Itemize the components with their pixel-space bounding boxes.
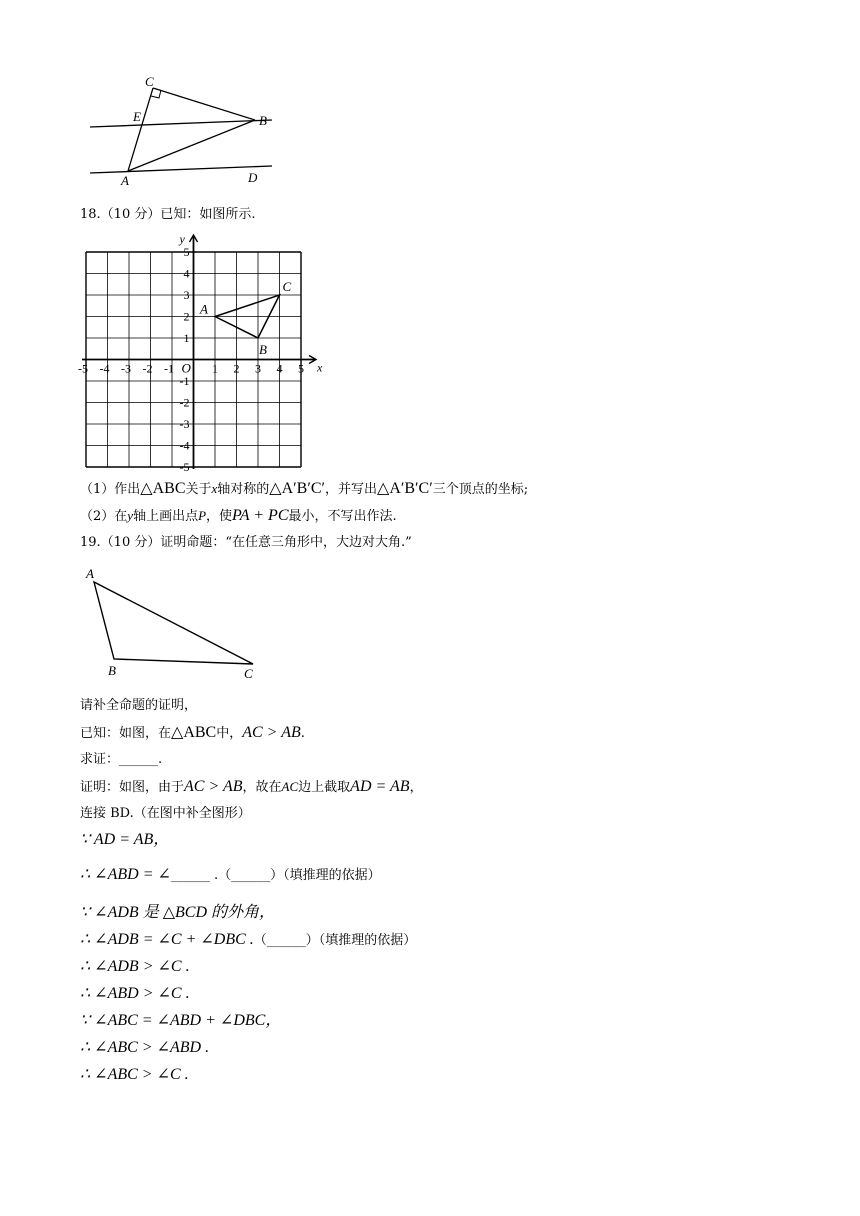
y-tick-label: 3 [183, 288, 190, 302]
q19-prove: 求证：______. [80, 752, 163, 767]
label-d: D [248, 170, 258, 185]
y-tick-label: -3 [179, 417, 190, 431]
point-c-label: C [282, 279, 292, 294]
origin-label: O [181, 360, 191, 376]
q19-line1: 请补全命题的证明， [80, 698, 198, 713]
y-tick-label: -4 [179, 438, 190, 453]
x-tick-label: -3 [121, 361, 131, 376]
segment-ca [128, 88, 153, 171]
label-a: A [121, 173, 129, 188]
y-axis-label: y [179, 232, 185, 246]
x-tick-label: 1 [212, 361, 218, 376]
q18-title: 18.（10 分）已知：如图所示. [80, 207, 256, 222]
q19-step7: ∵ ∠ABC = ∠ABD + ∠DBC， [80, 1012, 282, 1029]
q19-step8: ∴ ∠ABC > ∠ABD . [80, 1039, 210, 1056]
q19-proof-start: 证明：如图，由于AC > AB，故在AC边上截取AD = AB， [80, 778, 423, 795]
y-tick-label: -5 [179, 460, 190, 472]
label-e: E [133, 109, 141, 124]
q19-step1: ∵ AD = AB， [80, 831, 170, 848]
y-tick-label: -2 [179, 395, 190, 410]
label-c: C [244, 666, 253, 681]
y-tick-label: 5 [183, 245, 190, 259]
q19-step9: ∴ ∠ABC > ∠C . [80, 1066, 189, 1083]
x-axis-label: x [317, 360, 323, 375]
triangle-abc [94, 582, 253, 664]
q18-part2: （2）在y轴上画出点P，使PA + PC最小，不写出作法. [80, 507, 397, 524]
figure-q19-triangle [80, 562, 280, 686]
y-tick-label: 1 [183, 331, 190, 345]
q19-step2: ∴ ∠ABD = ∠______ .（______）（填推理的依据） [80, 866, 381, 883]
q18-part1: （1）作出△ABC关于x轴对称的△A′B′C′，并写出△A′B′C′三个顶点的坐标; [80, 480, 529, 497]
x-tick-label: -1 [164, 361, 174, 376]
x-tick-label: 5 [298, 361, 304, 376]
x-tick-label: -4 [99, 361, 110, 376]
q19-step6: ∴ ∠ABD > ∠C . [80, 985, 190, 1002]
q19-step5: ∴ ∠ADB > ∠C . [80, 958, 190, 975]
label-b: B [108, 663, 116, 678]
q19-title: 19.（10 分）证明命题：“在任意三角形中，大边对大角.” [80, 535, 412, 550]
segment-ab [128, 120, 255, 171]
point-b-label: B [259, 342, 267, 357]
point-a-label: A [200, 301, 208, 317]
segment-cb [153, 88, 255, 120]
figure-q17 [80, 70, 300, 190]
y-tick-label: 4 [183, 266, 190, 281]
label-c: C [145, 74, 154, 89]
x-tick-label: 3 [255, 361, 261, 376]
x-tick-label: -5 [78, 361, 88, 376]
line-ad [90, 166, 272, 173]
y-tick-label: -1 [179, 374, 190, 388]
y-tick-label: 2 [183, 309, 190, 324]
x-tick-label: 2 [233, 361, 240, 376]
x-tick-label: -2 [142, 361, 153, 376]
figure-q18-grid [76, 230, 330, 472]
label-b: B [259, 113, 267, 128]
q19-connect: 连接 BD.（在图中补全图形） [80, 806, 251, 821]
label-a: A [86, 566, 94, 581]
q19-step4: ∴ ∠ADB = ∠C + ∠DBC .（______）（填推理的依据） [80, 931, 417, 948]
x-tick-label: 4 [276, 361, 283, 376]
q19-known: 已知：如图，在△ABC中，AC > AB. [80, 724, 305, 741]
q19-step3: ∵ ∠ADB 是 △BCD 的外角， [80, 904, 275, 921]
